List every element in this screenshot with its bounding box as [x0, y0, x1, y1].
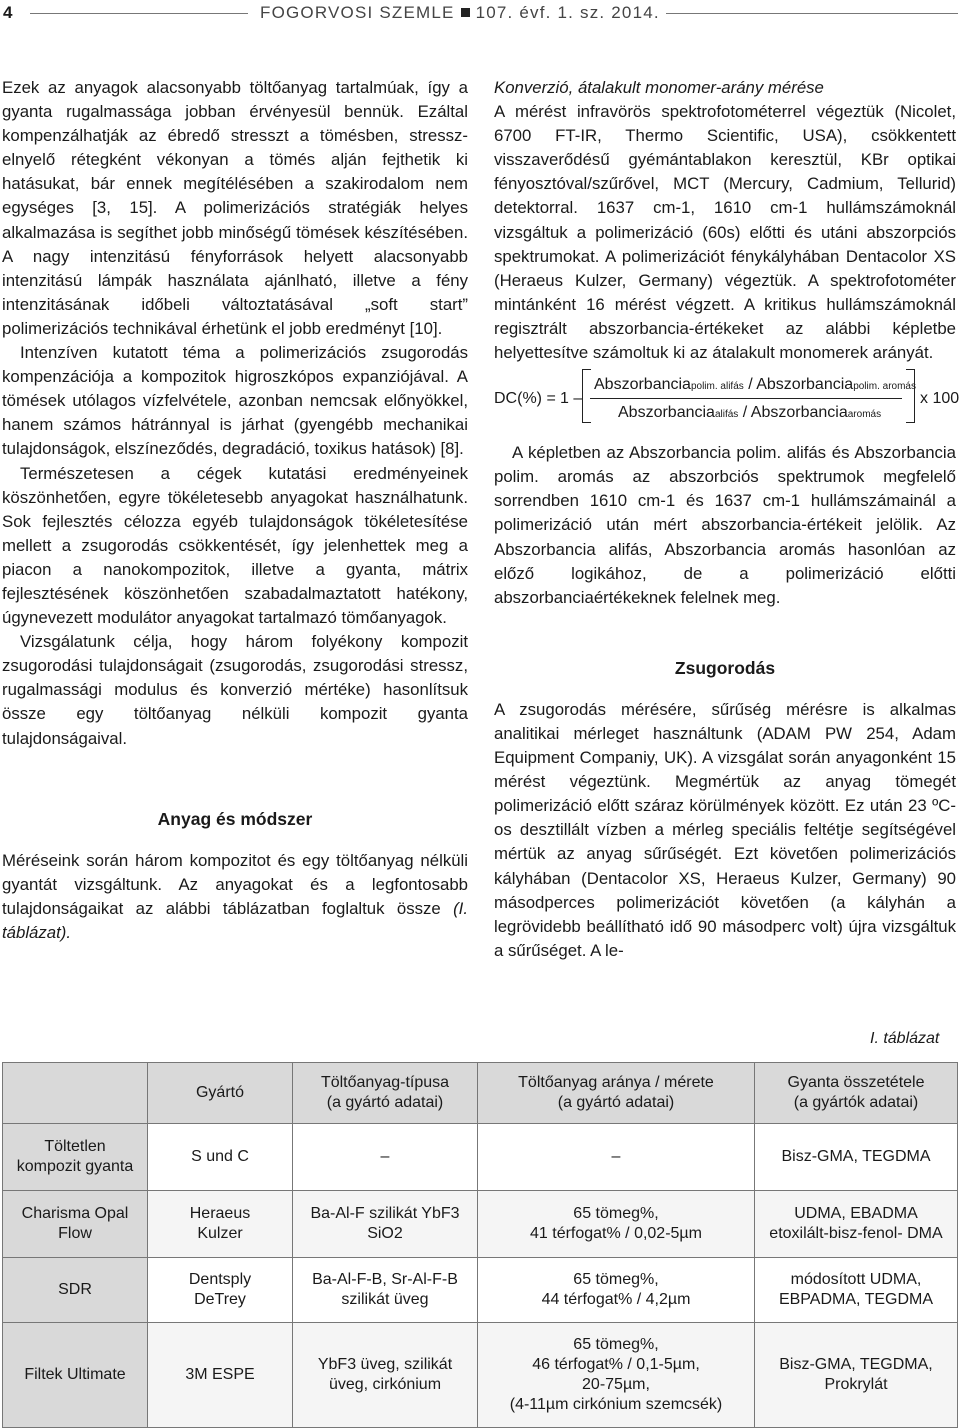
den-a-sub: alifás [714, 409, 739, 421]
table-cell: Bisz-GMA, TEGDMA [755, 1124, 958, 1191]
table-cell: 65 tömeg%, 44 térfogat% / 4,2µm [478, 1258, 755, 1323]
table-reference: (I. táblázat). [2, 898, 468, 942]
table-cell: Töltetlen kompozit gyanta [3, 1124, 148, 1191]
fraction-bar [590, 398, 902, 399]
table-header-cell: Töltőanyag-típusa (a gyártó adatai) [293, 1063, 478, 1124]
running-head [260, 3, 660, 23]
left-paragraph-2: Intenzíven kutatott téma a polimerizációs zsugorodás kompenzációja a kompozitok higroszkópos expanziójával. A tömések utólagos vízfelvétele, azonban nemcsak előnyökkel, hanem számos hátránnyal is járhat (gyengébb mechanikai tulajdonságok, elszíneződés, degradáció, toxikus hatások) [8]. [2, 343, 468, 459]
table-cell: S und C [148, 1124, 293, 1191]
table-cell: SDR [3, 1258, 148, 1323]
formula-lhs: DC(%) = [494, 390, 556, 408]
table-header-cell [3, 1063, 148, 1124]
table-cell: YbF3 üveg, szilikát üveg, cirkónium [293, 1323, 478, 1428]
journal-name: FOGORVOSI SZEMLE [260, 3, 455, 22]
table-header-cell: Gyanta összetétele (a gyártók adatai) [755, 1063, 958, 1124]
table-header-row [3, 1063, 958, 1124]
table-cell: – [293, 1124, 478, 1191]
table-cell: 65 tömeg%, 41 térfogat% / 0,02-5µm [478, 1191, 755, 1258]
table-cell: Dentsply DeTrey [148, 1258, 293, 1323]
table-row [3, 1258, 958, 1323]
num-slash: / [748, 376, 753, 394]
num-b-sub: polim. aromás [853, 381, 916, 393]
page-header [0, 0, 960, 28]
num-a-sub: polim. alifás [690, 381, 744, 393]
subheading-conversion: Konverzió, átalakult monomer-arány mérése [494, 78, 824, 97]
left-column [2, 76, 468, 945]
den-b-sub: aromás [847, 409, 882, 421]
table-cell: UDMA, EBADMA etoxilált-bisz-fenol- DMA [755, 1191, 958, 1258]
right-column [494, 76, 960, 963]
table-caption: I. táblázat [870, 1030, 940, 1047]
formula-numerator [594, 373, 916, 399]
left-paragraph-3: Természetesen a cégek kutatási eredményeinek köszönhetően, egyre tökéletesebb anyagokat használhatunk. Sok fejlesztés célozza egyéb tulajdonságok tökéletesítése mellett a zsugorodás csökkentését, így jelenhettek meg a piacon a nanokompozitok, illetve a gyanta, mátrix fejlesztésének köszönhetően szabadalmaztatott hatékony, úgynevezett modulátor anyagokat tartalmazó tömőanyagok. [2, 463, 468, 628]
den-slash: / [742, 404, 748, 422]
table-cell: – [478, 1124, 755, 1191]
page-number: 4 [3, 3, 13, 22]
materials-table [2, 1062, 958, 1428]
right-bracket-icon [906, 369, 915, 423]
table-row [3, 1323, 958, 1428]
header-rule-right [666, 13, 958, 14]
num-a: Abszorbancia [594, 376, 691, 394]
table-row [3, 1191, 958, 1258]
right-paragraph-2: A képletben az Abszorbancia polim. alifás és Abszorbancia polim. aromás az abszorbciós spektrumok megfelelő sorrendben 1610 cm-1 és 1637 cm-1 hullámszámainál a polimerizáció után mért abszorbancia-értékeit jelölik. Az Abszorbancia alifás, Abszorbancia aromás hasonlóan az előző logikához, de a polimerizáció előtti abszorbanciaértékeknek felelnek meg. [494, 443, 956, 607]
section-heading-shrinkage: Zsugorodás [674, 657, 776, 678]
square-bullet-icon [461, 8, 470, 17]
right-paragraph-1: A mérést infravörös spektrofotométerrel végeztük (Nicolet, 6700 FT-IR, Thermo Scientific, USA), csökkentett visszaverődésű gyémántablakon keresztül, KBr optikai fényosztóval/szűrővel, MCT (Mercury, Cadmium, Tellurid) detektorral. 1637 cm-1, 1610 cm-1 hullámszámoknál vizsgáltuk a polimerizáció (60s) előtti és utáni abszorpciós spektrumokat. A polimerizációt fénykályhában Dentacolor XS (Heraeus Kulzer, Germany) végeztük. A spektrofotométer mintánként 16 mérést végzett. A kritikus hullámszámoknál regisztrált abszorbancia-értékeket az alábbi képletbe helyettesítve számoltuk ki az átalakult monomerek arányát. [494, 102, 956, 363]
table-cell: Heraeus Kulzer [148, 1191, 293, 1258]
formula-multiplier: x 100 [920, 390, 960, 408]
section-heading-methods: Anyag és módszer [157, 808, 313, 829]
table-cell: Ba-Al-F szilikát YbF3 SiO2 [293, 1191, 478, 1258]
table-row [3, 1124, 958, 1191]
den-a: Abszorbancia [618, 404, 715, 422]
den-b: Abszorbancia [750, 404, 848, 422]
table-cell: Filtek Ultimate [3, 1323, 148, 1428]
left-paragraph-1: Ezek az anyagok alacsonyabb töltőanyag tartalmúak, így a gyanta rugalmassága jobban érvényesül bennük. Ezáltal kompenzálhatják az ébredő stresszt a tömésben, stressz-elnyelő rétegként vékonyan a tömés alján fejthetik ki hatásukat, bár ennek megítélésében a szakirodalom nem egységes [3, 15]. A polimerizációs stratégiák helyes alkalmazása is segíthet jobb minőségű tömések készítésében. A nagy intenzitású fényforrások helyett alacsonyabb intenzitású lámpák használata ajánlható, illetve a fény intenzitásának időbeli változtatásával „soft start” polimerizációs technikával érhetünk el jobb eredményt [10]. [2, 78, 468, 338]
num-b: Abszorbancia [756, 376, 854, 394]
table-cell: Bisz-GMA, TEGDMA, Prokrylát [755, 1323, 958, 1428]
table-cell: módosított UDMA, EBPADMA, TEGDMA [755, 1258, 958, 1323]
table-header-cell: Töltőanyag aránya / mérete (a gyártó adatai) [478, 1063, 755, 1124]
left-paragraph-5-text: Méréseink során három kompozitot és egy töltőanyag nélküli gyantát vizsgáltunk. Az anyagokat és a legfontosabb tulajdonságaikat az alábbi táblázatban foglaltuk össze [2, 850, 468, 918]
table-cell: Charisma Opal Flow [3, 1191, 148, 1258]
table-header-cell: Gyártó [148, 1063, 293, 1124]
left-paragraph-5 [2, 849, 468, 945]
formula-one: 1 – [560, 390, 583, 408]
table-cell: 3M ESPE [148, 1323, 293, 1428]
dc-formula [494, 371, 960, 429]
table-cell: Ba-Al-F-B, Sr-Al-F-B szilikát üveg [293, 1258, 478, 1323]
left-bracket-icon [582, 369, 591, 423]
left-paragraph-4: Vizsgálatunk célja, hogy három folyékony kompozit zsugorodási tulajdonságait (zsugorodás, zsugorodási stressz, rugalmassági modulus és konverzió mértéke) hasonlítsuk össze egy töltőanyag nélküli kompozit gyanta tulajdonságaival. [2, 632, 468, 748]
table-cell: 65 tömeg%, 46 térfogat% / 0,1-5µm, 20-75µm, (4-11µm cirkónium szemcsék) [478, 1323, 755, 1428]
formula-denominator [618, 401, 881, 427]
header-rule-left [30, 13, 248, 14]
right-paragraph-3: A zsugorodás mérésére, sűrűség mérésre is alkalmas analitikai mérleget használtunk (ADAM PW 254, Adam Equipment Companiy, UK). A vizsgálat során anyagonként 15 mérést végeztünk. Megmértük az anyag tömegét polimerizáció előtt száraz körülmények között. Ez után 23 ºC-os desztillált vízben a mérleg speciális feltétje segítségével mértük az anyag sűrűségét. Ezt követően polimerizációs kályhában (Dentacolor XS, Heraeus Kulzer, Germany) 90 másodperces polimerizációt követően (a kályhán a legrövidebb beállítható idő 90 másodperc volt) újra vizsgáltuk a sűrűséget. A le- [494, 699, 956, 960]
issue-info: 107. évf. 1. sz. 2014. [475, 3, 660, 22]
